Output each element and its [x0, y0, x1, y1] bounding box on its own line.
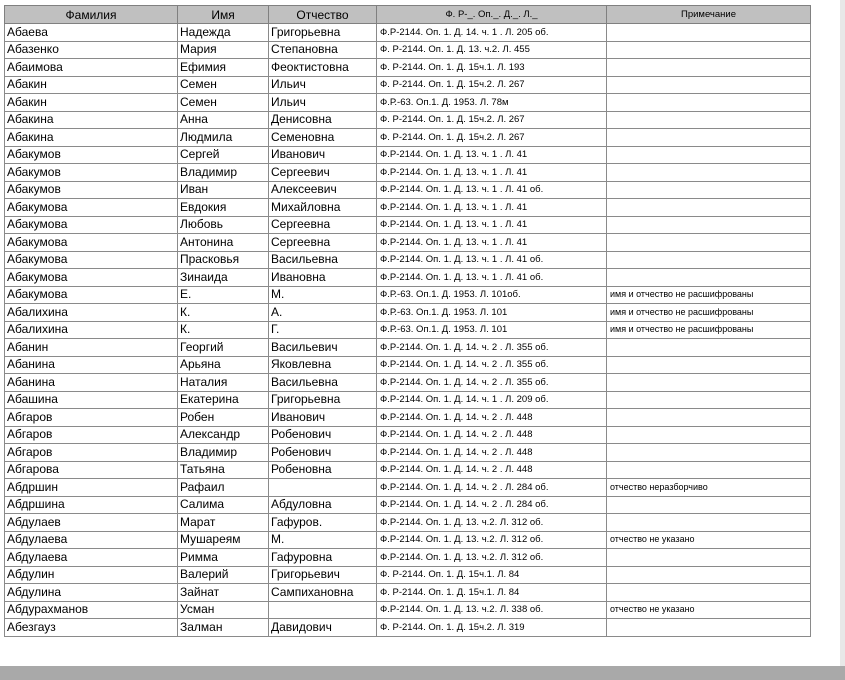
- table-row: [5, 601, 811, 619]
- cell-name: Надежда: [178, 24, 269, 42]
- cell-name: Антонина: [178, 234, 269, 252]
- cell-note: [607, 549, 811, 567]
- cell-archive-ref: Ф.Р-2144. Оп. 1. Д. 14. ч. 2 . Л. 448: [377, 444, 607, 462]
- cell-note: [607, 391, 811, 409]
- cell-note: [607, 426, 811, 444]
- cell-archive-ref: Ф.Р-2144. Оп. 1. Д. 14. ч. 2 . Л. 448: [377, 426, 607, 444]
- cell-surname: Абезгауз: [5, 619, 178, 637]
- cell-note: [607, 111, 811, 129]
- cell-surname: Абакумова: [5, 199, 178, 217]
- cell-name: Зинаида: [178, 269, 269, 287]
- cell-surname: Абанин: [5, 339, 178, 357]
- cell-name: Робен: [178, 409, 269, 427]
- cell-name: Е.: [178, 286, 269, 304]
- cell-archive-ref: Ф.Р.-63. Оп.1. Д. 1953. Л. 101: [377, 304, 607, 322]
- cell-surname: Абалихина: [5, 321, 178, 339]
- scrollbar-area: [840, 0, 845, 666]
- cell-surname: Абазенко: [5, 41, 178, 59]
- cell-patronymic: Михайловна: [269, 199, 377, 217]
- cell-patronymic: Давидович: [269, 619, 377, 637]
- cell-patronymic: Феоктистовна: [269, 59, 377, 77]
- cell-name: Ефимия: [178, 59, 269, 77]
- table-row: [5, 549, 811, 567]
- cell-archive-ref: Ф.Р-2144. Оп. 1. Д. 13. ч. 1 . Л. 41 об.: [377, 269, 607, 287]
- cell-surname: Абашина: [5, 391, 178, 409]
- cell-name: Рафаил: [178, 479, 269, 497]
- cell-surname: Абаимова: [5, 59, 178, 77]
- table-row: [5, 496, 811, 514]
- cell-surname: Абаева: [5, 24, 178, 42]
- cell-archive-ref: Ф.Р-2144. Оп. 1. Д. 13. ч. 1 . Л. 41: [377, 216, 607, 234]
- header-archive-ref: Ф. Р-_. Оп._. Д._. Л._: [377, 6, 607, 24]
- cell-surname: Абгаров: [5, 426, 178, 444]
- cell-archive-ref: Ф. Р-2144. Оп. 1. Д. 15ч.1. Л. 84: [377, 584, 607, 602]
- cell-patronymic: Г.: [269, 321, 377, 339]
- table-row: [5, 321, 811, 339]
- cell-surname: Абгарова: [5, 461, 178, 479]
- cell-archive-ref: Ф.Р-2144. Оп. 1. Д. 13. ч. 1 . Л. 41: [377, 164, 607, 182]
- cell-patronymic: Васильевна: [269, 374, 377, 392]
- cell-archive-ref: Ф. Р-2144. Оп. 1. Д. 15ч.2. Л. 319: [377, 619, 607, 637]
- table-row: [5, 216, 811, 234]
- cell-surname: Абакина: [5, 129, 178, 147]
- table-row: [5, 234, 811, 252]
- cell-surname: Абакумова: [5, 286, 178, 304]
- cell-note: [607, 339, 811, 357]
- table-row: [5, 181, 811, 199]
- cell-name: Усман: [178, 601, 269, 619]
- cell-note: имя и отчество не расшифрованы: [607, 321, 811, 339]
- cell-note: [607, 496, 811, 514]
- table-row: [5, 339, 811, 357]
- cell-note: отчество не указано: [607, 531, 811, 549]
- cell-patronymic: Ильич: [269, 94, 377, 112]
- cell-surname: Абдршина: [5, 496, 178, 514]
- cell-patronymic: Ильич: [269, 76, 377, 94]
- cell-surname: Абдулина: [5, 584, 178, 602]
- table-row: [5, 94, 811, 112]
- cell-name: Сергей: [178, 146, 269, 164]
- cell-patronymic: Васильевна: [269, 251, 377, 269]
- cell-name: Римма: [178, 549, 269, 567]
- table-row: [5, 619, 811, 637]
- table-row: [5, 164, 811, 182]
- cell-surname: Абдулаева: [5, 549, 178, 567]
- cell-patronymic: Абдуловна: [269, 496, 377, 514]
- cell-name: Мушареям: [178, 531, 269, 549]
- footer-strip: [0, 666, 845, 680]
- cell-patronymic: Григорьевна: [269, 24, 377, 42]
- cell-name: Евдокия: [178, 199, 269, 217]
- cell-archive-ref: Ф.Р-2144. Оп. 1. Д. 14. ч. 2 . Л. 448: [377, 461, 607, 479]
- cell-note: имя и отчество не расшифрованы: [607, 286, 811, 304]
- cell-note: [607, 24, 811, 42]
- cell-patronymic: Степановна: [269, 41, 377, 59]
- cell-archive-ref: Ф. Р-2144. Оп. 1. Д. 15ч.1. Л. 84: [377, 566, 607, 584]
- table-row: [5, 269, 811, 287]
- table-row: [5, 251, 811, 269]
- cell-name: Анна: [178, 111, 269, 129]
- table-row: [5, 391, 811, 409]
- table-row: [5, 129, 811, 147]
- cell-patronymic: Иванович: [269, 409, 377, 427]
- cell-archive-ref: Ф.Р-2144. Оп. 1. Д. 14. ч. 2 . Л. 284 об.: [377, 479, 607, 497]
- cell-archive-ref: Ф.Р.-63. Оп.1. Д. 1953. Л. 101: [377, 321, 607, 339]
- cell-archive-ref: Ф.Р-2144. Оп. 1. Д. 14. ч. 2 . Л. 355 об.: [377, 374, 607, 392]
- cell-note: [607, 146, 811, 164]
- cell-archive-ref: Ф.Р-2144. Оп. 1. Д. 13. ч. 1 . Л. 41: [377, 234, 607, 252]
- cell-note: [607, 566, 811, 584]
- cell-name: Иван: [178, 181, 269, 199]
- cell-name: Наталия: [178, 374, 269, 392]
- table-row: [5, 479, 811, 497]
- cell-name: К.: [178, 304, 269, 322]
- table-row: [5, 374, 811, 392]
- table-row: [5, 146, 811, 164]
- header-name: Имя: [178, 6, 269, 24]
- cell-patronymic: Сергеевич: [269, 164, 377, 182]
- cell-patronymic: Гафуровна: [269, 549, 377, 567]
- cell-note: [607, 76, 811, 94]
- cell-name: Валерий: [178, 566, 269, 584]
- cell-archive-ref: Ф.Р-2144. Оп. 1. Д. 14. ч. 1 . Л. 209 об.: [377, 391, 607, 409]
- cell-note: [607, 181, 811, 199]
- cell-note: [607, 619, 811, 637]
- cell-surname: Абалихина: [5, 304, 178, 322]
- cell-name: Салима: [178, 496, 269, 514]
- cell-note: [607, 409, 811, 427]
- cell-archive-ref: Ф.Р-2144. Оп. 1. Д. 13. ч.2. Л. 312 об.: [377, 531, 607, 549]
- cell-surname: Абдршин: [5, 479, 178, 497]
- cell-archive-ref: Ф.Р-2144. Оп. 1. Д. 13. ч.2. Л. 338 об.: [377, 601, 607, 619]
- cell-patronymic: Сампихановна: [269, 584, 377, 602]
- cell-note: [607, 461, 811, 479]
- table-row: [5, 584, 811, 602]
- cell-patronymic: Денисовна: [269, 111, 377, 129]
- cell-name: Залман: [178, 619, 269, 637]
- cell-note: [607, 356, 811, 374]
- cell-name: Людмила: [178, 129, 269, 147]
- table-row: [5, 76, 811, 94]
- cell-note: [607, 234, 811, 252]
- header-surname: Фамилия: [5, 6, 178, 24]
- cell-surname: Абанина: [5, 374, 178, 392]
- header-patronymic: Отчество: [269, 6, 377, 24]
- cell-archive-ref: Ф.Р-2144. Оп. 1. Д. 14. ч. 2 . Л. 355 об.: [377, 339, 607, 357]
- table-row: [5, 199, 811, 217]
- cell-archive-ref: Ф.Р-2144. Оп. 1. Д. 13. ч. 1 . Л. 41 об.: [377, 181, 607, 199]
- cell-note: имя и отчество не расшифрованы: [607, 304, 811, 322]
- table-row: [5, 41, 811, 59]
- cell-note: [607, 199, 811, 217]
- cell-name: Мария: [178, 41, 269, 59]
- cell-surname: Абакумова: [5, 269, 178, 287]
- cell-name: Екатерина: [178, 391, 269, 409]
- cell-archive-ref: Ф.Р.-63. Оп.1. Д. 1953. Л. 101об.: [377, 286, 607, 304]
- cell-patronymic: [269, 479, 377, 497]
- cell-name: Семен: [178, 94, 269, 112]
- table-row: [5, 409, 811, 427]
- table-row: [5, 286, 811, 304]
- table-row: [5, 24, 811, 42]
- cell-patronymic: Сергеевна: [269, 216, 377, 234]
- cell-patronymic: Робенович: [269, 444, 377, 462]
- cell-name: К.: [178, 321, 269, 339]
- cell-note: [607, 269, 811, 287]
- cell-note: [607, 129, 811, 147]
- table-row: [5, 514, 811, 532]
- table-row: [5, 356, 811, 374]
- cell-name: Прасковья: [178, 251, 269, 269]
- cell-surname: Абгаров: [5, 409, 178, 427]
- cell-note: [607, 514, 811, 532]
- cell-archive-ref: Ф. Р-2144. Оп. 1. Д. 13. ч.2. Л. 455: [377, 41, 607, 59]
- cell-name: Александр: [178, 426, 269, 444]
- cell-archive-ref: Ф. Р-2144. Оп. 1. Д. 15ч.2. Л. 267: [377, 76, 607, 94]
- cell-patronymic: Васильевич: [269, 339, 377, 357]
- cell-surname: Абакина: [5, 111, 178, 129]
- table-row: [5, 444, 811, 462]
- cell-note: [607, 251, 811, 269]
- cell-note: [607, 374, 811, 392]
- table-row: [5, 304, 811, 322]
- cell-surname: Абакин: [5, 94, 178, 112]
- cell-name: Арьяна: [178, 356, 269, 374]
- cell-surname: Абдурахманов: [5, 601, 178, 619]
- cell-archive-ref: Ф.Р-2144. Оп. 1. Д. 14. ч. 2 . Л. 284 об.: [377, 496, 607, 514]
- cell-patronymic: Григорьевич: [269, 566, 377, 584]
- cell-surname: Абакин: [5, 76, 178, 94]
- cell-surname: Абгаров: [5, 444, 178, 462]
- table-row: [5, 566, 811, 584]
- cell-name: Любовь: [178, 216, 269, 234]
- cell-surname: Абакумова: [5, 251, 178, 269]
- cell-patronymic: Гафуров.: [269, 514, 377, 532]
- cell-name: Владимир: [178, 444, 269, 462]
- cell-note: отчество не указано: [607, 601, 811, 619]
- table-body: [5, 24, 811, 637]
- cell-archive-ref: Ф.Р-2144. Оп. 1. Д. 13. ч.2. Л. 312 об.: [377, 514, 607, 532]
- table-row: [5, 461, 811, 479]
- cell-patronymic: М.: [269, 286, 377, 304]
- cell-patronymic: А.: [269, 304, 377, 322]
- cell-archive-ref: Ф.Р.-63. Оп.1. Д. 1953. Л. 78м: [377, 94, 607, 112]
- cell-patronymic: Алексеевич: [269, 181, 377, 199]
- cell-name: Георгий: [178, 339, 269, 357]
- cell-note: [607, 584, 811, 602]
- table-row: [5, 426, 811, 444]
- cell-note: [607, 94, 811, 112]
- cell-patronymic: М.: [269, 531, 377, 549]
- cell-surname: Абанина: [5, 356, 178, 374]
- cell-archive-ref: Ф.Р-2144. Оп. 1. Д. 13. ч. 1 . Л. 41: [377, 199, 607, 217]
- cell-surname: Абдулаева: [5, 531, 178, 549]
- cell-note: [607, 41, 811, 59]
- cell-name: Татьяна: [178, 461, 269, 479]
- cell-surname: Абакумов: [5, 181, 178, 199]
- cell-archive-ref: Ф. Р-2144. Оп. 1. Д. 15ч.1. Л. 193: [377, 59, 607, 77]
- table-row: [5, 531, 811, 549]
- cell-surname: Абакумова: [5, 234, 178, 252]
- cell-patronymic: Робенович: [269, 426, 377, 444]
- cell-note: [607, 164, 811, 182]
- cell-patronymic: Сергеевна: [269, 234, 377, 252]
- cell-name: Марат: [178, 514, 269, 532]
- cell-patronymic: [269, 601, 377, 619]
- cell-archive-ref: Ф. Р-2144. Оп. 1. Д. 15ч.2. Л. 267: [377, 111, 607, 129]
- cell-note: [607, 216, 811, 234]
- cell-archive-ref: Ф. Р-2144. Оп. 1. Д. 15ч.2. Л. 267: [377, 129, 607, 147]
- cell-note: [607, 444, 811, 462]
- records-table: [4, 5, 811, 637]
- cell-archive-ref: Ф.Р-2144. Оп. 1. Д. 14. ч. 1 . Л. 205 об.: [377, 24, 607, 42]
- cell-patronymic: Григорьевна: [269, 391, 377, 409]
- cell-archive-ref: Ф.Р-2144. Оп. 1. Д. 13. ч. 1 . Л. 41: [377, 146, 607, 164]
- cell-patronymic: Робеновна: [269, 461, 377, 479]
- cell-surname: Абакумов: [5, 164, 178, 182]
- cell-name: Владимир: [178, 164, 269, 182]
- cell-archive-ref: Ф.Р-2144. Оп. 1. Д. 14. ч. 2 . Л. 448: [377, 409, 607, 427]
- cell-note: [607, 59, 811, 77]
- cell-patronymic: Иванович: [269, 146, 377, 164]
- table-row: [5, 59, 811, 77]
- cell-name: Зайнат: [178, 584, 269, 602]
- header-row: [5, 6, 811, 24]
- cell-archive-ref: Ф.Р-2144. Оп. 1. Д. 14. ч. 2 . Л. 355 об.: [377, 356, 607, 374]
- cell-patronymic: Семеновна: [269, 129, 377, 147]
- cell-surname: Абдулин: [5, 566, 178, 584]
- cell-surname: Абакумова: [5, 216, 178, 234]
- cell-patronymic: Яковлевна: [269, 356, 377, 374]
- cell-archive-ref: Ф.Р-2144. Оп. 1. Д. 13. ч.2. Л. 312 об.: [377, 549, 607, 567]
- cell-surname: Абакумов: [5, 146, 178, 164]
- cell-name: Семен: [178, 76, 269, 94]
- header-note: Примечание: [607, 6, 811, 24]
- cell-note: отчество неразборчиво: [607, 479, 811, 497]
- cell-patronymic: Ивановна: [269, 269, 377, 287]
- table-row: [5, 111, 811, 129]
- cell-surname: Абдулаев: [5, 514, 178, 532]
- cell-archive-ref: Ф.Р-2144. Оп. 1. Д. 13. ч. 1 . Л. 41 об.: [377, 251, 607, 269]
